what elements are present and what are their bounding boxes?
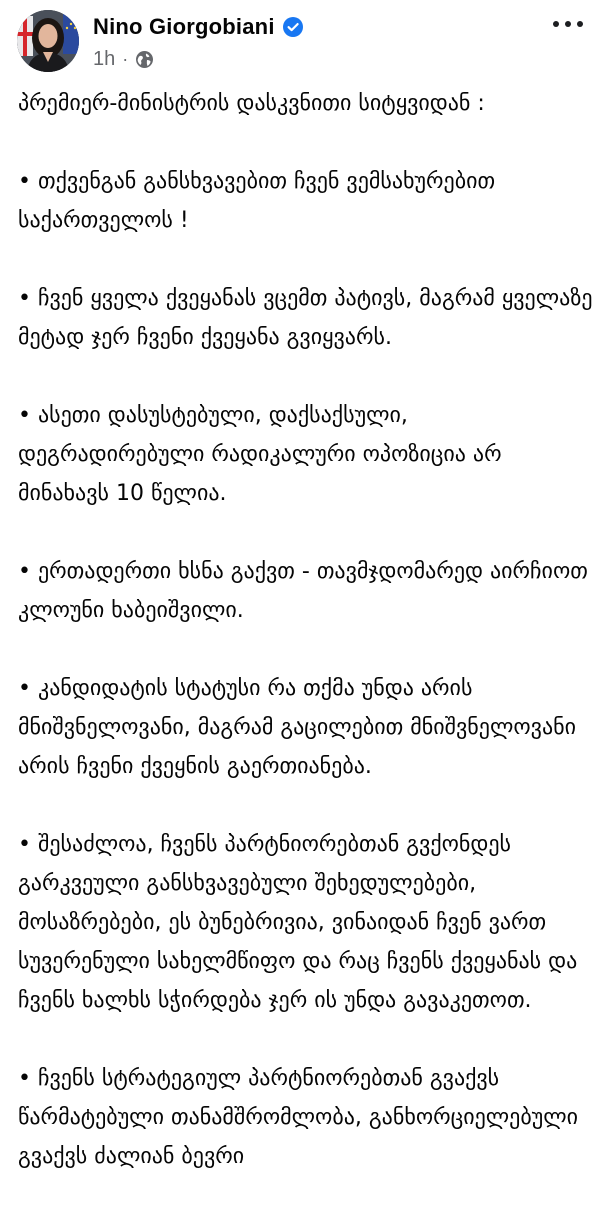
more-dot [565, 21, 571, 27]
verified-badge-icon [283, 17, 303, 37]
post-paragraph: • ასეთი დასუსტებული, დაქსაქსული, დეგრადირებული რადიკალური ოპოზიცია არ მინახავს 10 წელია. [18, 403, 502, 506]
globe-icon[interactable] [135, 50, 154, 69]
meta-separator: · [122, 49, 129, 69]
post-text [18, 84, 593, 1215]
post-header [0, 0, 603, 84]
post-timestamp[interactable]: 1h [93, 48, 116, 70]
more-options-icon[interactable] [553, 12, 583, 36]
more-dot [577, 21, 583, 27]
post-paragraph: პრემიერ-მინისტრის დასკვნითი სიტყვიდან : [18, 91, 485, 116]
author-row [93, 14, 303, 40]
post-paragraph: • თქვენგან განსხვავებით ჩვენ ვემსახურებით საქართველოს ! [18, 169, 496, 233]
post-meta [93, 48, 154, 71]
avatar[interactable] [17, 10, 79, 72]
post-paragraph: • ჩვენ ყველა ქვეყანას ვცემთ პატივს, მაგრამ ყველაზე მეტად ჯერ ჩვენი ქვეყანა გვიყვარს. [18, 286, 593, 350]
author-name[interactable]: Nino Giorgobiani [93, 14, 275, 39]
post-paragraph: • ჩვენს სტრატეგიულ პარტნიორებთან გვაქვს წარმატებული თანამშრომლობა, განხორციელებული გვაქვს ძალიან ბევრი [18, 1066, 579, 1169]
more-dot [553, 21, 559, 27]
post-paragraph: • კანდიდატის სტატუსი რა თქმა უნდა არის მნიშვნელოვანი, მაგრამ გაცილებით მნიშვნელოვანი არის ჩვენი ქვეყნის გაერთიანება. [18, 676, 576, 779]
post-paragraph: • ერთადერთი ხსნა გაქვთ - თავმჯდომარედ აირჩიოთ კლოუნი ხაბეიშვილი. [18, 559, 588, 623]
post-paragraph: • შესაძლოა, ჩვენს პარტნიორებთან გვქონდეს გარკვეული განსხვავებული შეხედულებები, მოსაზრებები, ეს ბუნებრივია, ვინაიდან ჩვენ ვართ სუვერენული სახელმწიფო და რაც ჩვენს ქვეყანას და ჩვენს ხალხს სჭირდება ჯერ ის უნდა გავაკეთოთ. [18, 832, 578, 1013]
